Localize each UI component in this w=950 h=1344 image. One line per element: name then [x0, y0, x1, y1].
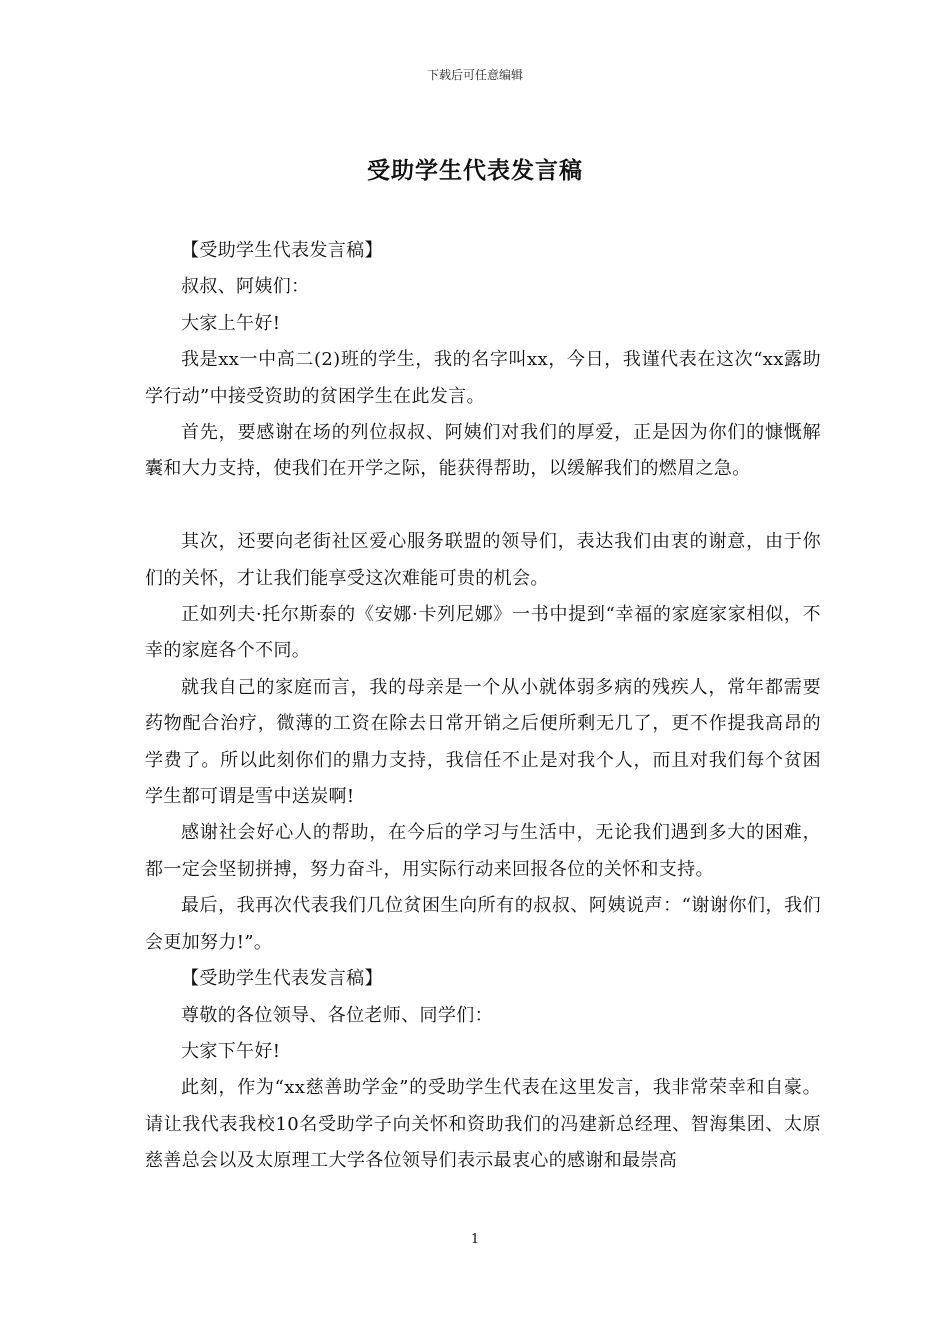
paragraph: 我是xx一中高二(2)班的学生，我的名字叫xx，今日，我谨代表在这次“xx露助学行动”中接受资助的贫困学生在此发言。: [145, 349, 821, 407]
paragraph: 此刻，作为“xx慈善助学金”的受助学生代表在这里发言，我非常荣幸和自豪。请让我代表我校10名受助学子向关怀和资助我们的冯建新总经理、智海集团、太原慈善总会以及太原理工大学各位领导们表示最衷心的感谢和最崇高: [145, 1077, 821, 1172]
page-number: 1: [470, 1232, 480, 1247]
greeting: 大家下午好!: [181, 1040, 281, 1062]
paragraph: 正如列夫·托尔斯泰的《安娜·卡列尼娜》一书中提到“幸福的家庭家家相似，不幸的家庭各个不同。: [145, 604, 821, 662]
paragraph: 最后，我再次代表我们几位贫困生向所有的叔叔、阿姨说声：“谢谢你们，我们会更加努力!”。: [145, 895, 821, 953]
page-header: 下载后可任意编辑: [426, 68, 523, 82]
document-body: [145, 233, 821, 1180]
section-heading: 【受助学生代表发言稿】: [181, 968, 383, 990]
paragraph: 感谢社会好心人的帮助，在今后的学习与生活中，无论我们遇到多大的困难，都一定会坚韧拼搏，努力奋斗，用实际行动来回报各位的关怀和支持。: [145, 822, 821, 880]
section-heading: 【受助学生代表发言稿】: [181, 240, 383, 261]
salutation: 叔叔、阿姨们：: [181, 276, 310, 298]
document-title: 受助学生代表发言稿: [367, 157, 583, 184]
paragraph: 其次，还要向老街社区爱心服务联盟的领导们，表达我们由衷的谢意，由于你们的关怀，才让我们能享受这次难能可贵的机会。: [145, 531, 821, 589]
paragraph: 就我自己的家庭而言，我的母亲是一个从小就体弱多病的残疾人，常年都需要药物配合治疗，微薄的工资在除去日常开销之后便所剩无几了，更不作提我高昂的学费了。所以此刻你们的鼎力支持，我信任不止是对我个人，而且对我们每个贫困学生都可谓是雪中送炭啊!: [145, 676, 821, 808]
greeting: 大家上午好!: [181, 312, 281, 334]
salutation: 尊敬的各位领导、各位老师、同学们：: [181, 1004, 493, 1026]
paragraph: 首先，要感谢在场的列位叔叔、阿姨们对我们的厚爱，正是因为你们的慷慨解囊和大力支持，使我们在开学之际，能获得帮助，以缓解我们的燃眉之急。: [145, 422, 821, 480]
